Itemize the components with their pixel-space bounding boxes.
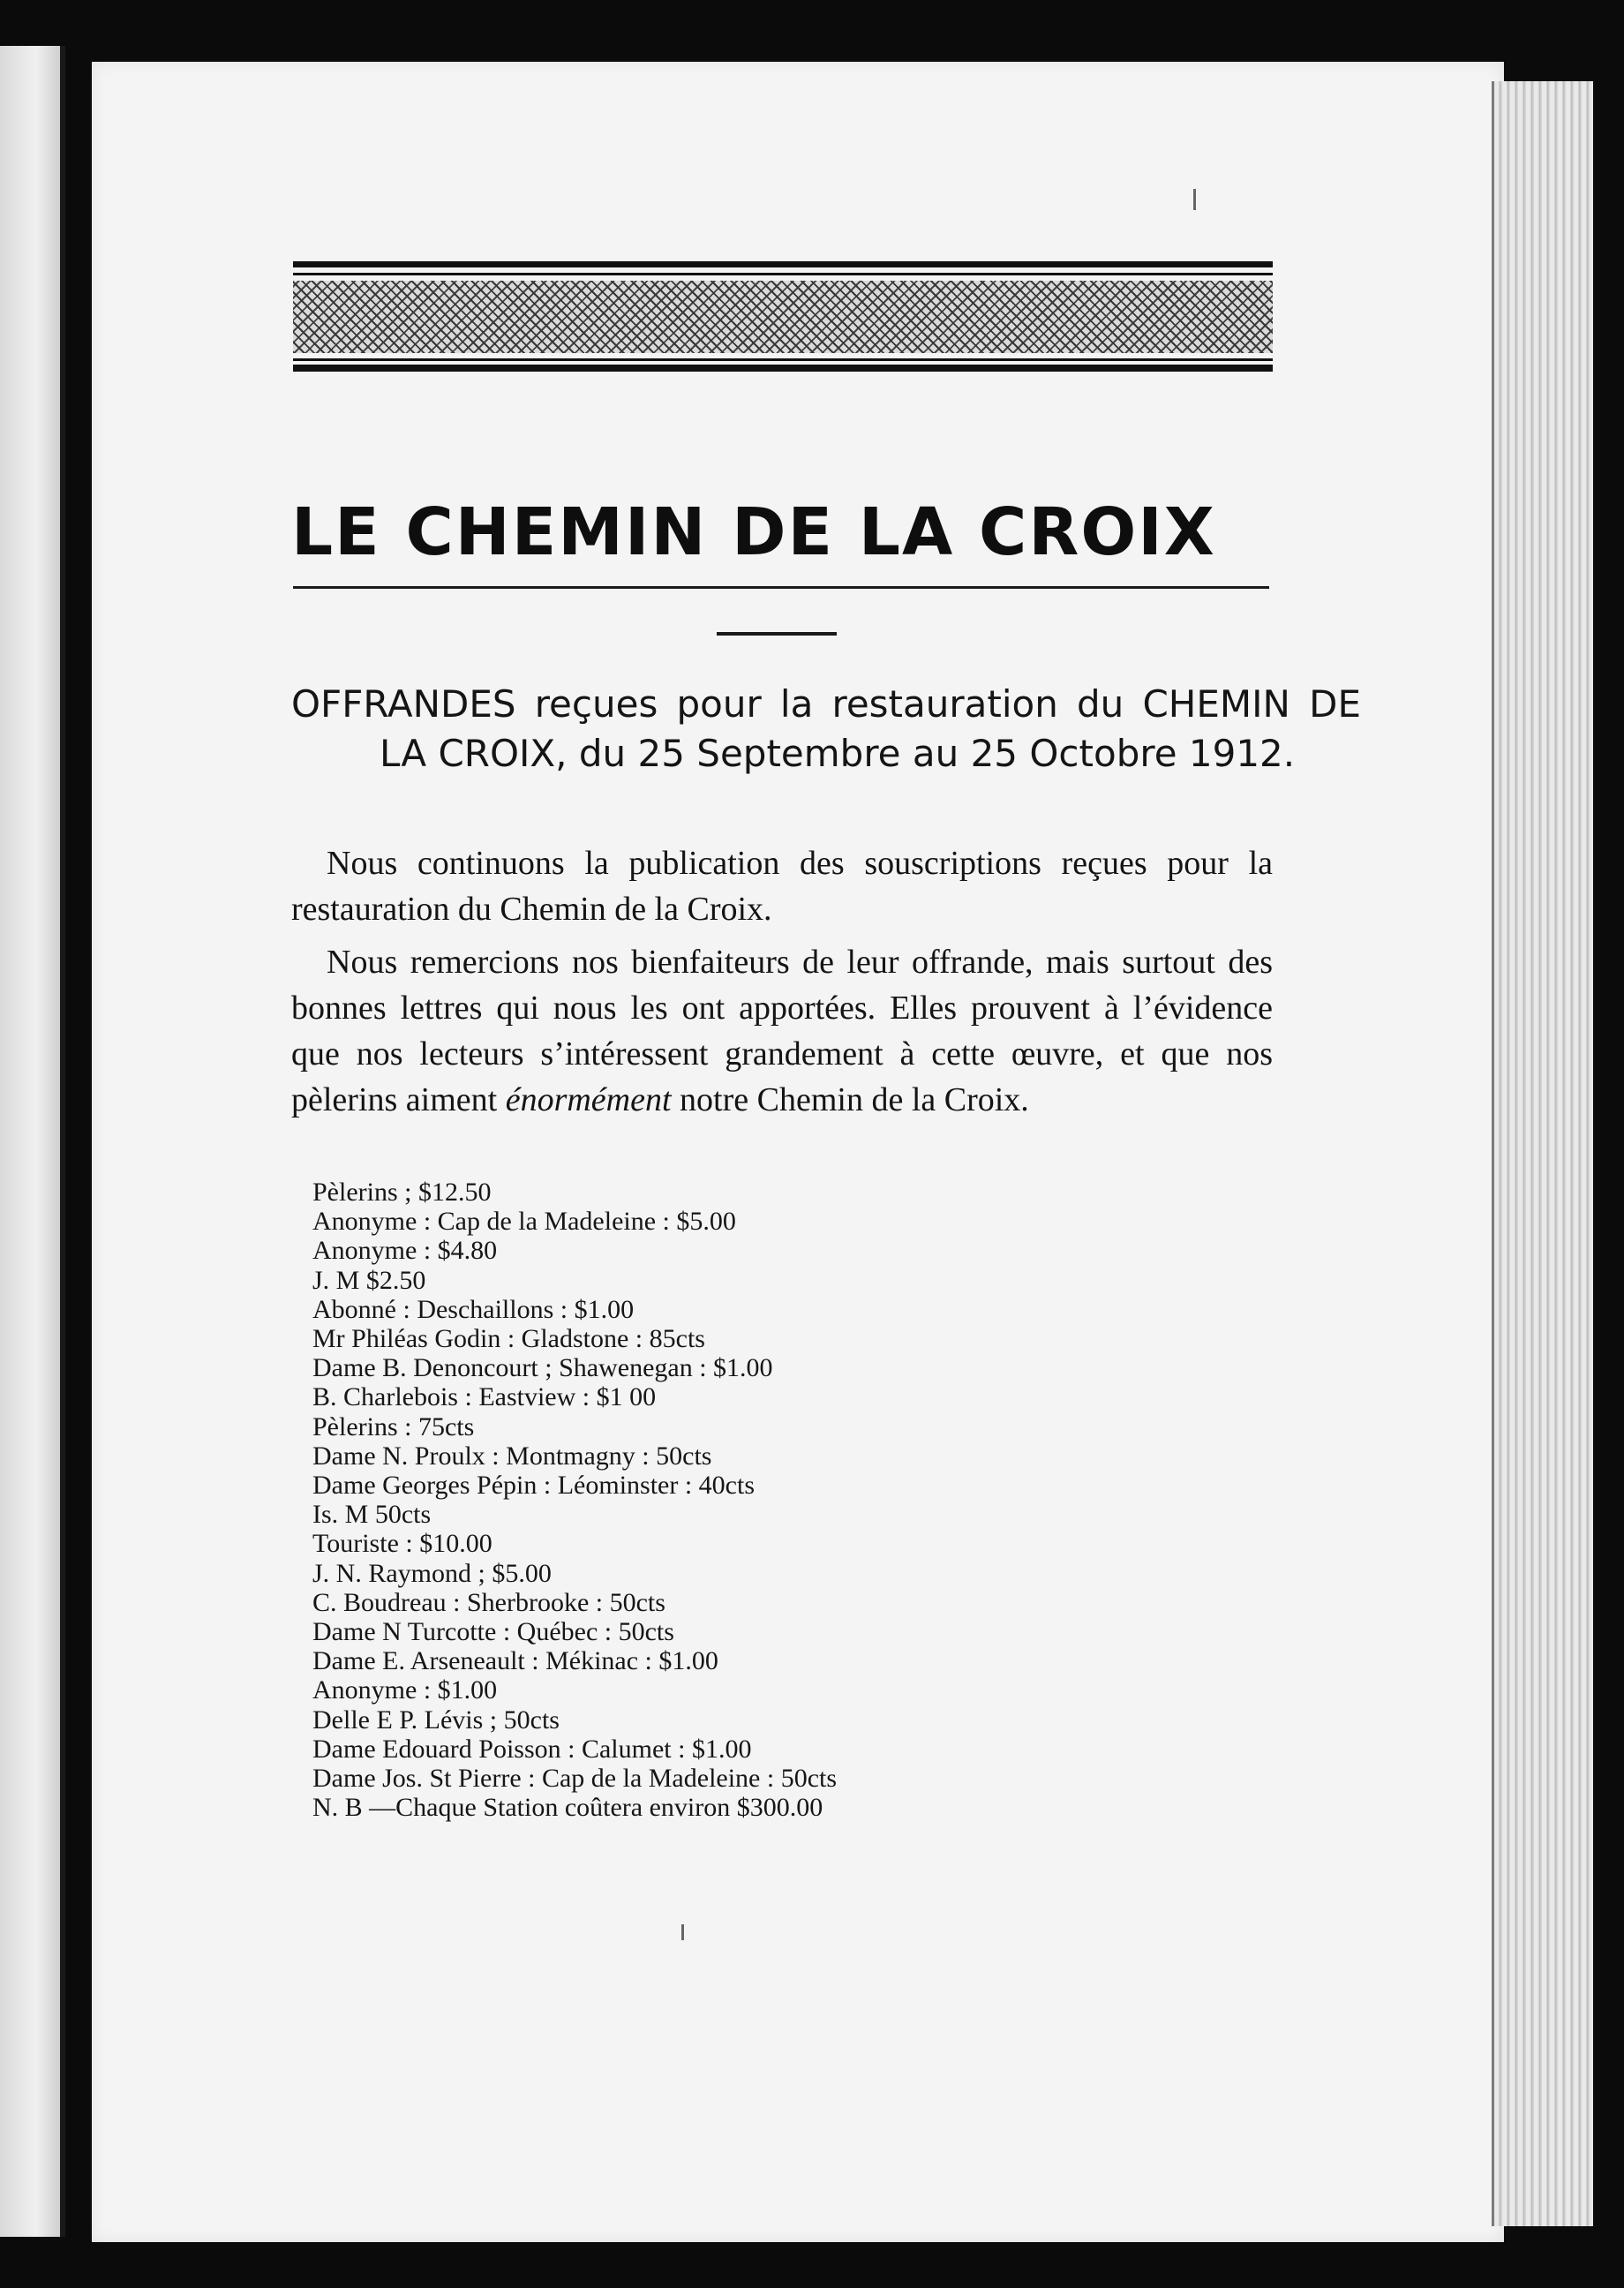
- donation-item: Pèlerins : 75cts: [312, 1411, 475, 1441]
- donation-note: N. B —Chaque Station coûtera environ $300.00: [312, 1793, 823, 1823]
- article-body: [291, 840, 1273, 1130]
- donation-list: [312, 1178, 1195, 1822]
- donation-item: Dame Jos. St Pierre : Cap de la Madeleine : 50cts: [312, 1764, 838, 1794]
- donation-item: Pèlerins ; $12.50: [312, 1178, 492, 1207]
- donation-item: Dame N. Proulx : Montmagny : 50cts: [312, 1441, 712, 1471]
- donation-item: Dame B. Denoncourt ; Shawenegan : $1.00: [312, 1353, 773, 1383]
- donation-item: Dame Georges Pépin : Léominster : 40cts: [312, 1471, 756, 1501]
- page-stack-edges: [1492, 81, 1593, 2226]
- donation-item: Delle E P. Lévis ; 50cts: [312, 1705, 560, 1735]
- facing-page-edge: [0, 46, 65, 2237]
- title-underline: [293, 586, 1269, 589]
- paragraph-text: notre Chemin de la Croix.: [671, 1081, 1029, 1118]
- ornament-rule: [293, 365, 1273, 372]
- donation-item: Mr Philéas Godin : Gladstone : 85cts: [312, 1324, 705, 1354]
- article-title: LE CHEMIN DE LA CROIX: [291, 494, 1216, 570]
- ornament-pattern: [293, 281, 1273, 353]
- paragraph-text: Nous remercions nos bienfaiteurs de leur offrande, mais surtout des bonnes lettres qui nous les ont apportées. Elles prouvent à l’évidence que nos lecteurs s’intéressent grandement à cette œuvre, et que nos pèlerins aiment: [291, 944, 1273, 1118]
- donation-item: Touriste : $10.00: [312, 1529, 492, 1559]
- donation-item: Anonyme : $4.80: [312, 1236, 498, 1266]
- print-mark-bottom: [681, 1924, 684, 1940]
- decorative-header-band: [293, 261, 1273, 374]
- ornament-rule: [293, 358, 1273, 361]
- donation-item: B. Charlebois : Eastview : $1 00: [312, 1382, 657, 1412]
- book-page: [92, 62, 1504, 2242]
- donation-item: Dame N Turcotte : Québec : 50cts: [312, 1617, 674, 1647]
- donation-item: C. Boudreau : Sherbrooke : 50cts: [312, 1587, 665, 1617]
- donation-item: Is. M 50cts: [312, 1500, 432, 1530]
- donation-item: Anonyme : $1.00: [312, 1675, 498, 1705]
- ornament-rule: [293, 261, 1273, 267]
- donation-item: J. N. Raymond ; $5.00: [312, 1558, 552, 1588]
- section-divider: [717, 632, 837, 636]
- body-paragraph: [291, 939, 1273, 1123]
- print-mark: [1193, 189, 1196, 210]
- body-paragraph: Nous continuons la publication des souscriptions reçues pour la restauration du Chemin de la Croix.: [291, 845, 1273, 928]
- ornament-rule: [293, 273, 1273, 275]
- article-subtitle: OFFRANDES reçues pour la restauration du CHEMIN DE LA CROIX, du 25 Septembre au 25 Octobre 1912.: [291, 682, 1361, 775]
- donation-item: Dame E. Arseneault : Mékinac : $1.00: [312, 1646, 718, 1676]
- donation-item: Abonné : Deschaillons : $1.00: [312, 1294, 635, 1324]
- emphasized-word: énormément: [505, 1081, 672, 1118]
- donation-item: Anonyme : Cap de la Madeleine : $5.00: [312, 1207, 736, 1237]
- donation-item: Dame Edouard Poisson : Calumet : $1.00: [312, 1734, 752, 1764]
- donation-item: J. M $2.50: [312, 1265, 426, 1295]
